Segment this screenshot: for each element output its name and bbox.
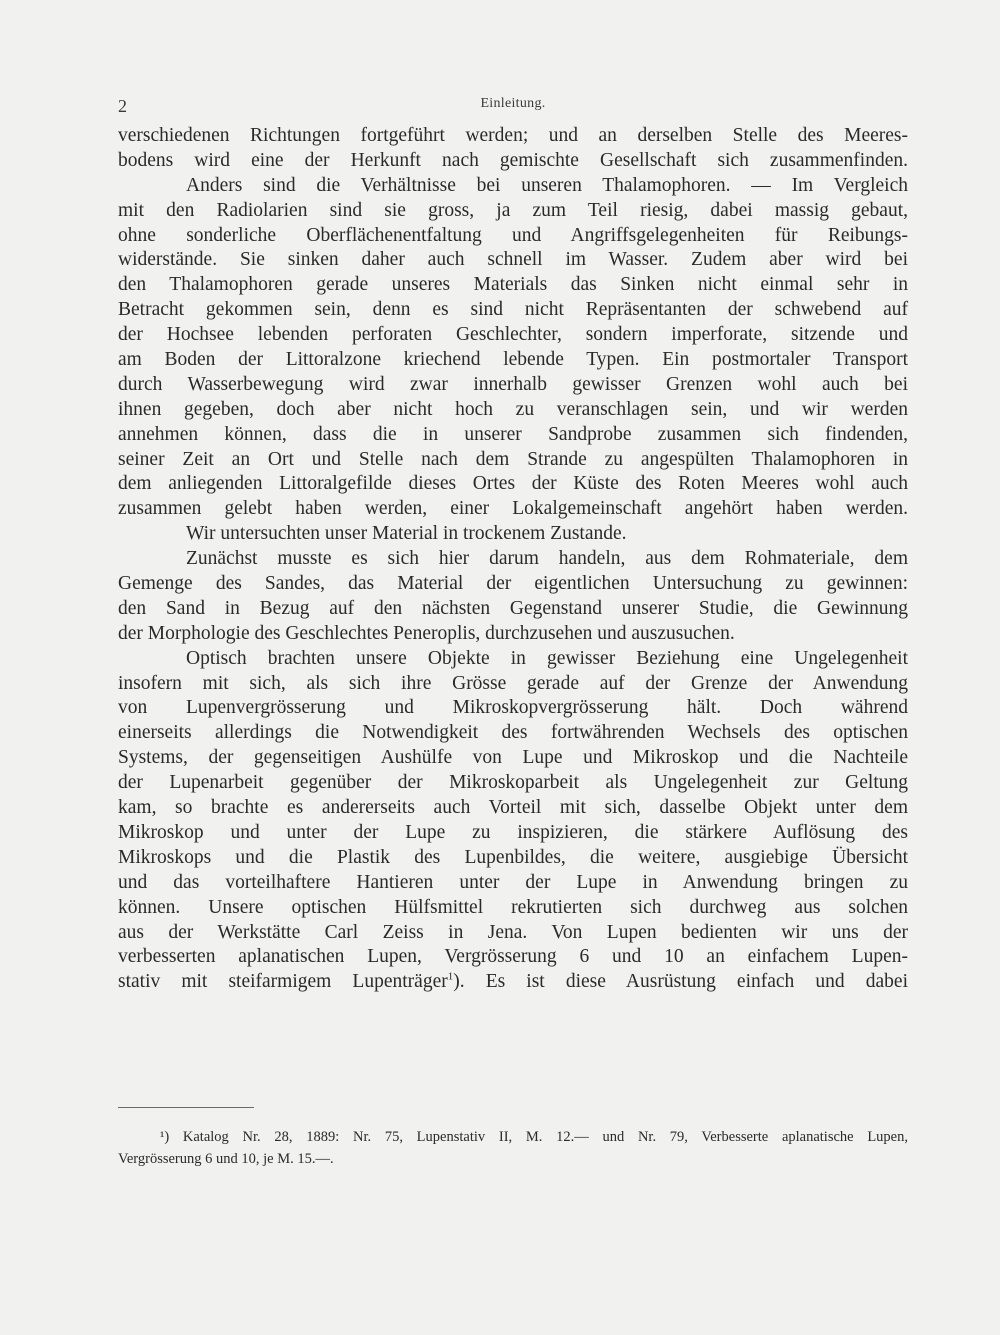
text-line: der Morphologie des Geschlechtes Peneroplis, durchzusehen und auszusuchen. bbox=[118, 622, 735, 644]
text-line: dem anliegenden Littoralgefilde dieses Ortes der Küste des Roten Meeres wohl auch bbox=[118, 473, 908, 495]
text-line: den Sand in Bezug auf den nächsten Gegenstand unserer Studie, die Gewinnung bbox=[118, 597, 908, 619]
text-line: einerseits allerdings die Notwendigkeit des fortwährenden Wechsels des optischen bbox=[118, 722, 908, 744]
text-line: durch Wasserbewegung wird zwar innerhalb gewisser Grenzen wohl auch bei bbox=[118, 373, 908, 395]
text-line: mit den Radiolarien sind sie gross, ja zum Teil riesig, dabei massig gebaut, bbox=[118, 199, 908, 221]
page-number: 2 bbox=[118, 96, 127, 116]
text-line: am Boden der Littoralzone kriechend lebende Typen. Ein postmortaler Transport bbox=[118, 349, 908, 371]
footnote-divider bbox=[118, 1107, 254, 1108]
text-line: kam, so brachte es andererseits auch Vorteil mit sich, dasselbe Objekt unter dem bbox=[118, 797, 908, 819]
text-line: Optisch brachten unsere Objekte in gewisser Beziehung eine Ungelegenheit bbox=[186, 647, 908, 669]
text-line: seiner Zeit an Ort und Stelle nach dem Strande zu angespülten Thalamophoren in bbox=[118, 448, 908, 470]
text-line: von Lupenvergrösserung und Mikroskopvergrösserung hält. Doch während bbox=[118, 697, 908, 719]
text-line: können. Unsere optischen Hülfsmittel rekrutierten sich durchweg aus solchen bbox=[118, 896, 908, 918]
text-line: Betracht gekommen sein, denn es sind nicht Repräsentanten der schwebend auf bbox=[118, 299, 908, 321]
text-line: zusammen gelebt haben werden, einer Lokalgemeinschaft angehört haben werden. bbox=[118, 498, 908, 520]
text-line: Mikroskops und die Plastik des Lupenbildes, die weitere, ausgiebige Übersicht bbox=[118, 846, 908, 868]
text-line: Mikroskop und unter der Lupe zu inspizieren, die stärkere Auflösung des bbox=[118, 821, 908, 843]
text-line: der Hochsee lebenden perforaten Geschlechter, sondern imperforate, sitzende und bbox=[118, 324, 908, 346]
text-line: ohne sonderliche Oberflächenentfaltung und Angriffsgelegenheiten für Reibungs- bbox=[118, 224, 908, 246]
text-line-with-footnote bbox=[118, 970, 908, 995]
text-line: der Lupenarbeit gegenüber der Mikroskoparbeit als Ungelegenheit zur Geltung bbox=[118, 772, 908, 794]
text-line: ihnen gegeben, doch aber nicht hoch zu veranschlagen sein, und wir werden bbox=[118, 398, 908, 420]
text-line: Anders sind die Verhältnisse bei unseren Thalamophoren. — Im Vergleich bbox=[186, 174, 908, 196]
footnote-line: Vergrösserung 6 und 10, je M. 15.—. bbox=[118, 1151, 334, 1167]
text-line: annehmen können, dass die in unserer Sandprobe zusammen sich findenden, bbox=[118, 423, 908, 445]
text-line: den Thalamophoren gerade unseres Materials das Sinken nicht einmal sehr in bbox=[118, 274, 908, 296]
footnote-line: ¹) Katalog Nr. 28, 1889: Nr. 75, Lupenstativ II, M. 12.— und Nr. 79, Verbesserte aplanatische Lupen, bbox=[160, 1129, 908, 1145]
text-line: und das vorteilhaftere Hantieren unter der Lupe in Anwendung bringen zu bbox=[118, 871, 908, 893]
text-line: Systems, der gegenseitigen Aushülfe von Lupe und Mikroskop und die Nachteile bbox=[118, 747, 908, 769]
footnotes bbox=[118, 1126, 908, 1170]
text-line: aus der Werkstätte Carl Zeiss in Jena. Von Lupen bedienten wir uns der bbox=[118, 921, 908, 943]
text-line: Gemenge des Sandes, das Material der eigentlichen Untersuchung zu gewinnen: bbox=[118, 573, 908, 595]
text-line: bodens wird eine der Herkunft nach gemischte Gesellschaft sich zusammenfinden. bbox=[118, 149, 908, 171]
page-header bbox=[118, 96, 908, 116]
text-line: widerstände. Sie sinken daher auch schnell im Wasser. Zudem aber wird bei bbox=[118, 249, 908, 271]
text-line: verbesserten aplanatischen Lupen, Vergrösserung 6 und 10 an einfachem Lupen- bbox=[118, 946, 908, 968]
text-line: Wir untersuchten unser Material in trockenem Zustande. bbox=[186, 523, 627, 545]
text-segment: ). Es ist diese Ausrüstung einfach und dabei bbox=[453, 971, 908, 993]
body-text bbox=[118, 124, 908, 995]
footnote-marker[interactable]: 1 bbox=[447, 970, 454, 983]
running-head: Einleitung. bbox=[480, 96, 546, 111]
text-line: verschiedenen Richtungen fortgeführt werden; und an derselben Stelle des Meeres- bbox=[118, 125, 908, 146]
text-line: insofern mit sich, als sich ihre Grösse gerade auf der Grenze der Anwendung bbox=[118, 672, 908, 694]
text-segment: stativ mit steifarmigem Lupenträger bbox=[118, 971, 448, 993]
text-line: Zunächst musste es sich hier darum handeln, aus dem Rohmateriale, dem bbox=[186, 548, 908, 570]
